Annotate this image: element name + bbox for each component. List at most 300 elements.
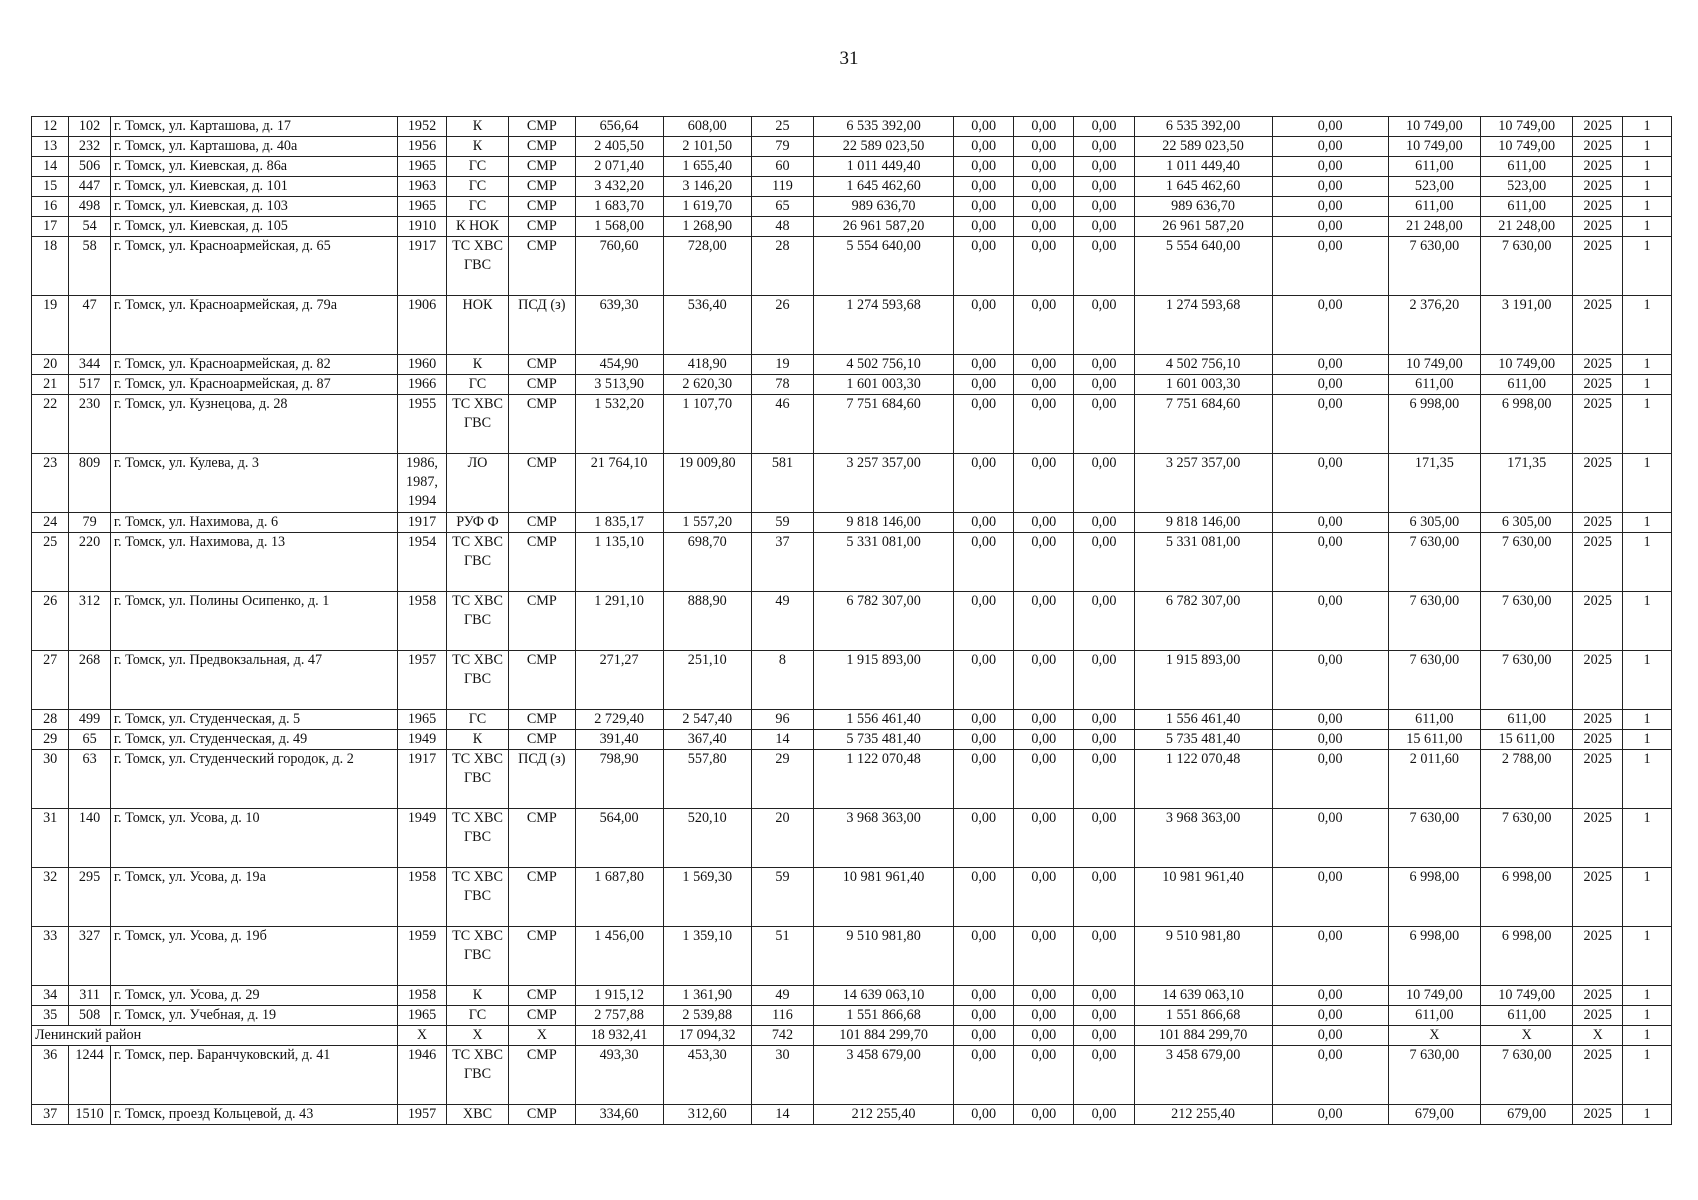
cell-work-type: К — [446, 355, 508, 375]
cell-residents: 60 — [751, 157, 813, 177]
cell-year-built: 1966 — [398, 375, 447, 395]
cell-year-planned: Х — [1573, 1026, 1623, 1046]
cell-total-area: 2 729,40 — [575, 710, 663, 730]
cell-regional-funds: 0,00 — [1014, 868, 1074, 927]
cell-year-planned: 2025 — [1573, 750, 1623, 809]
cell-work-type: К — [446, 730, 508, 750]
cell-year-built: 1949 — [398, 809, 447, 868]
cell-address: г. Томск, ул. Красноармейская, д. 79а — [110, 296, 397, 355]
cell-house-id: 47 — [69, 296, 110, 355]
cell-max-unit-cost: 523,00 — [1481, 177, 1573, 197]
cell-regional-funds: 0,00 — [1014, 1105, 1074, 1125]
cell-year-built: 1958 — [398, 592, 447, 651]
cell-living-area: 312,60 — [663, 1105, 751, 1125]
cell-max-unit-cost: 7 630,00 — [1481, 533, 1573, 592]
cell-local-funds: 0,00 — [1074, 927, 1134, 986]
cell-row-number: 30 — [32, 750, 69, 809]
cell-federal-funds: 0,00 — [954, 177, 1014, 197]
cell-total-cost: 7 751 684,60 — [814, 395, 954, 454]
cell-row-number: 28 — [32, 710, 69, 730]
cell-year-planned: 2025 — [1573, 868, 1623, 927]
cell-year-planned: 2025 — [1573, 355, 1623, 375]
cell-year-planned: 2025 — [1573, 157, 1623, 177]
cell-federal-funds: 0,00 — [954, 117, 1014, 137]
cell-regional-funds: 0,00 — [1014, 197, 1074, 217]
cell-total-area: 760,60 — [575, 237, 663, 296]
cell-row-number: 17 — [32, 217, 69, 237]
cell-work-stage: СМР — [509, 117, 575, 137]
cell-local-funds: 0,00 — [1074, 197, 1134, 217]
cell-other-funds: 0,00 — [1272, 986, 1388, 1006]
cell-owner-funds: 9 818 146,00 — [1134, 513, 1272, 533]
cell-house-id: 1510 — [69, 1105, 110, 1125]
cell-year-built: 1949 — [398, 730, 447, 750]
cell-total-cost: 9 510 981,80 — [814, 927, 954, 986]
cell-house-id: 344 — [69, 355, 110, 375]
cell-regional-funds: 0,00 — [1014, 395, 1074, 454]
cell-year-planned: 2025 — [1573, 454, 1623, 513]
cell-unit-cost: Х — [1388, 1026, 1480, 1046]
cell-house-id: 506 — [69, 157, 110, 177]
cell-federal-funds: 0,00 — [954, 592, 1014, 651]
cell-max-unit-cost: 2 788,00 — [1481, 750, 1573, 809]
cell-federal-funds: 0,00 — [954, 217, 1014, 237]
cell-total-cost: 5 331 081,00 — [814, 533, 954, 592]
cell-work-type: ЛО — [446, 454, 508, 513]
cell-owner-funds: 989 636,70 — [1134, 197, 1272, 217]
cell-federal-funds: 0,00 — [954, 513, 1014, 533]
cell-owner-funds: 5 735 481,40 — [1134, 730, 1272, 750]
cell-address: г. Томск, ул. Красноармейская, д. 87 — [110, 375, 397, 395]
cell-federal-funds: 0,00 — [954, 1026, 1014, 1046]
table-row — [32, 986, 1672, 1006]
cell-residents: 51 — [751, 927, 813, 986]
cell-total-area: 1 568,00 — [575, 217, 663, 237]
cell-regional-funds: 0,00 — [1014, 454, 1074, 513]
cell-owner-funds: 1 556 461,40 — [1134, 710, 1272, 730]
cell-year-planned: 2025 — [1573, 533, 1623, 592]
cell-method: 1 — [1623, 355, 1672, 375]
cell-living-area: 520,10 — [663, 809, 751, 868]
cell-total-area: 1 135,10 — [575, 533, 663, 592]
cell-total-area: 271,27 — [575, 651, 663, 710]
cell-year-built: Х — [398, 1026, 447, 1046]
cell-other-funds: 0,00 — [1272, 1026, 1388, 1046]
cell-max-unit-cost: 679,00 — [1481, 1105, 1573, 1125]
cell-max-unit-cost: 611,00 — [1481, 197, 1573, 217]
cell-other-funds: 0,00 — [1272, 177, 1388, 197]
cell-federal-funds: 0,00 — [954, 730, 1014, 750]
cell-total-cost: 1 551 866,68 — [814, 1006, 954, 1026]
cell-unit-cost: 171,35 — [1388, 454, 1480, 513]
cell-address: г. Томск, ул. Предвокзальная, д. 47 — [110, 651, 397, 710]
cell-year-planned: 2025 — [1573, 1105, 1623, 1125]
cell-address: г. Томск, ул. Киевская, д. 103 — [110, 197, 397, 217]
cell-row-number: 23 — [32, 454, 69, 513]
cell-federal-funds: 0,00 — [954, 710, 1014, 730]
cell-local-funds: 0,00 — [1074, 750, 1134, 809]
cell-total-area: 1 456,00 — [575, 927, 663, 986]
cell-year-built: 1906 — [398, 296, 447, 355]
cell-house-id: 295 — [69, 868, 110, 927]
cell-residents: 30 — [751, 1046, 813, 1105]
cell-local-funds: 0,00 — [1074, 513, 1134, 533]
cell-residents: 59 — [751, 513, 813, 533]
cell-local-funds: 0,00 — [1074, 1026, 1134, 1046]
cell-living-area: 418,90 — [663, 355, 751, 375]
cell-unit-cost: 611,00 — [1388, 1006, 1480, 1026]
cell-address: г. Томск, ул. Киевская, д. 105 — [110, 217, 397, 237]
cell-work-stage: Х — [509, 1026, 575, 1046]
cell-work-stage: СМР — [509, 137, 575, 157]
cell-local-funds: 0,00 — [1074, 868, 1134, 927]
table-row — [32, 117, 1672, 137]
cell-house-id: 499 — [69, 710, 110, 730]
cell-residents: 8 — [751, 651, 813, 710]
cell-total-area: 3 432,20 — [575, 177, 663, 197]
cell-max-unit-cost: 7 630,00 — [1481, 592, 1573, 651]
cell-local-funds: 0,00 — [1074, 217, 1134, 237]
cell-total-area: 454,90 — [575, 355, 663, 375]
cell-row-number: 14 — [32, 157, 69, 177]
cell-local-funds: 0,00 — [1074, 809, 1134, 868]
cell-year-planned: 2025 — [1573, 986, 1623, 1006]
cell-other-funds: 0,00 — [1272, 157, 1388, 177]
cell-other-funds: 0,00 — [1272, 868, 1388, 927]
cell-house-id: 809 — [69, 454, 110, 513]
table-body — [32, 117, 1672, 1125]
cell-method: 1 — [1623, 296, 1672, 355]
cell-year-planned: 2025 — [1573, 177, 1623, 197]
cell-max-unit-cost: 10 749,00 — [1481, 355, 1573, 375]
cell-max-unit-cost: 611,00 — [1481, 710, 1573, 730]
cell-house-id: 220 — [69, 533, 110, 592]
cell-year-planned: 2025 — [1573, 1006, 1623, 1026]
cell-living-area: 1 361,90 — [663, 986, 751, 1006]
cell-work-stage: СМР — [509, 651, 575, 710]
cell-total-cost: 1 645 462,60 — [814, 177, 954, 197]
cell-owner-funds: 10 981 961,40 — [1134, 868, 1272, 927]
cell-total-area: 1 532,20 — [575, 395, 663, 454]
cell-address: г. Томск, ул. Усова, д. 19а — [110, 868, 397, 927]
cell-work-type: ТС ХВС ГВС — [446, 651, 508, 710]
cell-total-cost: 3 257 357,00 — [814, 454, 954, 513]
cell-unit-cost: 6 998,00 — [1388, 927, 1480, 986]
cell-unit-cost: 611,00 — [1388, 197, 1480, 217]
cell-total-area: 18 932,41 — [575, 1026, 663, 1046]
cell-unit-cost: 10 749,00 — [1388, 986, 1480, 1006]
cell-method: 1 — [1623, 651, 1672, 710]
cell-other-funds: 0,00 — [1272, 513, 1388, 533]
district-total-row — [32, 1026, 1672, 1046]
cell-work-type: ГС — [446, 710, 508, 730]
cell-house-id: 79 — [69, 513, 110, 533]
cell-method: 1 — [1623, 177, 1672, 197]
cell-living-area: 3 146,20 — [663, 177, 751, 197]
cell-other-funds: 0,00 — [1272, 592, 1388, 651]
cell-row-number: 29 — [32, 730, 69, 750]
cell-residents: 25 — [751, 117, 813, 137]
cell-owner-funds: 101 884 299,70 — [1134, 1026, 1272, 1046]
cell-method: 1 — [1623, 157, 1672, 177]
table-row — [32, 395, 1672, 454]
cell-local-funds: 0,00 — [1074, 137, 1134, 157]
cell-living-area: 17 094,32 — [663, 1026, 751, 1046]
cell-unit-cost: 7 630,00 — [1388, 651, 1480, 710]
cell-residents: 49 — [751, 986, 813, 1006]
cell-work-type: К — [446, 117, 508, 137]
cell-local-funds: 0,00 — [1074, 710, 1134, 730]
cell-work-stage: СМР — [509, 592, 575, 651]
cell-living-area: 367,40 — [663, 730, 751, 750]
cell-row-number: 19 — [32, 296, 69, 355]
cell-row-number: 13 — [32, 137, 69, 157]
cell-other-funds: 0,00 — [1272, 1006, 1388, 1026]
cell-residents: 37 — [751, 533, 813, 592]
cell-work-type: К НОК — [446, 217, 508, 237]
cell-residents: 28 — [751, 237, 813, 296]
cell-local-funds: 0,00 — [1074, 651, 1134, 710]
cell-house-id: 327 — [69, 927, 110, 986]
cell-unit-cost: 10 749,00 — [1388, 137, 1480, 157]
cell-row-number: 16 — [32, 197, 69, 217]
cell-federal-funds: 0,00 — [954, 197, 1014, 217]
cell-house-id: 447 — [69, 177, 110, 197]
table-row — [32, 730, 1672, 750]
cell-local-funds: 0,00 — [1074, 375, 1134, 395]
cell-method: 1 — [1623, 197, 1672, 217]
cell-max-unit-cost: 10 749,00 — [1481, 117, 1573, 137]
cell-max-unit-cost: 6 998,00 — [1481, 868, 1573, 927]
cell-row-number: 25 — [32, 533, 69, 592]
cell-unit-cost: 7 630,00 — [1388, 592, 1480, 651]
cell-row-number: 35 — [32, 1006, 69, 1026]
cell-other-funds: 0,00 — [1272, 651, 1388, 710]
cell-address: г. Томск, ул. Усова, д. 29 — [110, 986, 397, 1006]
cell-federal-funds: 0,00 — [954, 395, 1014, 454]
cell-method: 1 — [1623, 533, 1672, 592]
cell-house-id: 65 — [69, 730, 110, 750]
cell-house-id: 508 — [69, 1006, 110, 1026]
cell-federal-funds: 0,00 — [954, 137, 1014, 157]
cell-work-stage: СМР — [509, 809, 575, 868]
cell-method: 1 — [1623, 1026, 1672, 1046]
cell-house-id: 232 — [69, 137, 110, 157]
cell-regional-funds: 0,00 — [1014, 117, 1074, 137]
cell-row-number: 31 — [32, 809, 69, 868]
cell-max-unit-cost: 3 191,00 — [1481, 296, 1573, 355]
cell-year-planned: 2025 — [1573, 237, 1623, 296]
cell-year-built: 1965 — [398, 157, 447, 177]
cell-work-type: ТС ХВС ГВС — [446, 395, 508, 454]
table-row — [32, 750, 1672, 809]
cell-living-area: 1 268,90 — [663, 217, 751, 237]
cell-total-area: 639,30 — [575, 296, 663, 355]
cell-federal-funds: 0,00 — [954, 355, 1014, 375]
cell-work-type: ТС ХВС ГВС — [446, 592, 508, 651]
cell-year-planned: 2025 — [1573, 117, 1623, 137]
cell-residents: 49 — [751, 592, 813, 651]
cell-regional-funds: 0,00 — [1014, 1006, 1074, 1026]
cell-house-id: 140 — [69, 809, 110, 868]
cell-total-cost: 212 255,40 — [814, 1105, 954, 1125]
cell-total-area: 798,90 — [575, 750, 663, 809]
cell-owner-funds: 1 274 593,68 — [1134, 296, 1272, 355]
cell-row-number: 18 — [32, 237, 69, 296]
cell-address: г. Томск, ул. Нахимова, д. 6 — [110, 513, 397, 533]
table-row — [32, 651, 1672, 710]
cell-unit-cost: 2 376,20 — [1388, 296, 1480, 355]
cell-max-unit-cost: 7 630,00 — [1481, 651, 1573, 710]
cell-residents: 26 — [751, 296, 813, 355]
cell-total-area: 334,60 — [575, 1105, 663, 1125]
cell-year-built: 1955 — [398, 395, 447, 454]
cell-work-type: ГС — [446, 375, 508, 395]
cell-address: г. Томск, проезд Кольцевой, д. 43 — [110, 1105, 397, 1125]
cell-owner-funds: 1 601 003,30 — [1134, 375, 1272, 395]
cell-other-funds: 0,00 — [1272, 375, 1388, 395]
cell-max-unit-cost: 7 630,00 — [1481, 1046, 1573, 1105]
cell-address: г. Томск, ул. Усова, д. 19б — [110, 927, 397, 986]
cell-total-cost: 3 458 679,00 — [814, 1046, 954, 1105]
cell-year-planned: 2025 — [1573, 197, 1623, 217]
cell-living-area: 251,10 — [663, 651, 751, 710]
cell-federal-funds: 0,00 — [954, 375, 1014, 395]
repair-program-table — [31, 116, 1672, 1125]
cell-owner-funds: 26 961 587,20 — [1134, 217, 1272, 237]
cell-row-number: 15 — [32, 177, 69, 197]
cell-max-unit-cost: 10 749,00 — [1481, 137, 1573, 157]
cell-total-area: 2 405,50 — [575, 137, 663, 157]
cell-regional-funds: 0,00 — [1014, 513, 1074, 533]
cell-unit-cost: 2 011,60 — [1388, 750, 1480, 809]
cell-owner-funds: 3 458 679,00 — [1134, 1046, 1272, 1105]
cell-owner-funds: 6 535 392,00 — [1134, 117, 1272, 137]
cell-method: 1 — [1623, 375, 1672, 395]
cell-residents: 14 — [751, 1105, 813, 1125]
cell-residents: 14 — [751, 730, 813, 750]
cell-regional-funds: 0,00 — [1014, 750, 1074, 809]
cell-work-type: ГС — [446, 1006, 508, 1026]
table-row — [32, 296, 1672, 355]
cell-max-unit-cost: 6 998,00 — [1481, 927, 1573, 986]
cell-max-unit-cost: 6 305,00 — [1481, 513, 1573, 533]
cell-owner-funds: 6 782 307,00 — [1134, 592, 1272, 651]
cell-federal-funds: 0,00 — [954, 809, 1014, 868]
cell-year-planned: 2025 — [1573, 513, 1623, 533]
cell-local-funds: 0,00 — [1074, 1046, 1134, 1105]
cell-unit-cost: 523,00 — [1388, 177, 1480, 197]
cell-total-area: 493,30 — [575, 1046, 663, 1105]
table-row — [32, 1046, 1672, 1105]
cell-other-funds: 0,00 — [1272, 927, 1388, 986]
cell-local-funds: 0,00 — [1074, 395, 1134, 454]
cell-house-id: 498 — [69, 197, 110, 217]
cell-work-stage: СМР — [509, 177, 575, 197]
cell-address: г. Томск, ул. Учебная, д. 19 — [110, 1006, 397, 1026]
cell-total-area: 21 764,10 — [575, 454, 663, 513]
cell-owner-funds: 5 331 081,00 — [1134, 533, 1272, 592]
cell-total-cost: 5 554 640,00 — [814, 237, 954, 296]
cell-other-funds: 0,00 — [1272, 395, 1388, 454]
cell-unit-cost: 7 630,00 — [1388, 1046, 1480, 1105]
cell-method: 1 — [1623, 1006, 1672, 1026]
cell-year-built: 1965 — [398, 197, 447, 217]
cell-total-cost: 1 556 461,40 — [814, 710, 954, 730]
cell-address: г. Томск, ул. Кузнецова, д. 28 — [110, 395, 397, 454]
cell-regional-funds: 0,00 — [1014, 710, 1074, 730]
cell-federal-funds: 0,00 — [954, 296, 1014, 355]
cell-address: г. Томск, ул. Студенческая, д. 49 — [110, 730, 397, 750]
cell-year-planned: 2025 — [1573, 592, 1623, 651]
cell-total-cost: 1 915 893,00 — [814, 651, 954, 710]
cell-work-stage: СМР — [509, 868, 575, 927]
cell-living-area: 1 619,70 — [663, 197, 751, 217]
cell-owner-funds: 9 510 981,80 — [1134, 927, 1272, 986]
cell-method: 1 — [1623, 117, 1672, 137]
cell-owner-funds: 7 751 684,60 — [1134, 395, 1272, 454]
cell-house-id: 63 — [69, 750, 110, 809]
cell-local-funds: 0,00 — [1074, 177, 1134, 197]
cell-work-stage: СМР — [509, 395, 575, 454]
cell-method: 1 — [1623, 454, 1672, 513]
cell-work-type: К — [446, 986, 508, 1006]
cell-residents: 581 — [751, 454, 813, 513]
cell-row-number: 20 — [32, 355, 69, 375]
cell-year-built: 1917 — [398, 237, 447, 296]
cell-total-area: 656,64 — [575, 117, 663, 137]
cell-address: г. Томск, ул. Красноармейская, д. 65 — [110, 237, 397, 296]
cell-work-stage: СМР — [509, 710, 575, 730]
cell-year-planned: 2025 — [1573, 137, 1623, 157]
cell-max-unit-cost: 15 611,00 — [1481, 730, 1573, 750]
cell-unit-cost: 21 248,00 — [1388, 217, 1480, 237]
cell-row-number: 27 — [32, 651, 69, 710]
table-row — [32, 533, 1672, 592]
cell-house-id: 54 — [69, 217, 110, 237]
cell-federal-funds: 0,00 — [954, 868, 1014, 927]
cell-house-id: 1244 — [69, 1046, 110, 1105]
cell-other-funds: 0,00 — [1272, 710, 1388, 730]
cell-total-cost: 1 274 593,68 — [814, 296, 954, 355]
table-row — [32, 809, 1672, 868]
cell-method: 1 — [1623, 513, 1672, 533]
cell-house-id: 230 — [69, 395, 110, 454]
cell-total-cost: 989 636,70 — [814, 197, 954, 217]
cell-regional-funds: 0,00 — [1014, 730, 1074, 750]
cell-work-type: ТС ХВС ГВС — [446, 1046, 508, 1105]
cell-house-id: 268 — [69, 651, 110, 710]
cell-local-funds: 0,00 — [1074, 296, 1134, 355]
cell-work-type: К — [446, 137, 508, 157]
cell-living-area: 536,40 — [663, 296, 751, 355]
cell-other-funds: 0,00 — [1272, 197, 1388, 217]
cell-total-cost: 3 968 363,00 — [814, 809, 954, 868]
cell-work-stage: СМР — [509, 217, 575, 237]
cell-row-number: 34 — [32, 986, 69, 1006]
cell-total-cost: 101 884 299,70 — [814, 1026, 954, 1046]
cell-address: г. Томск, ул. Карташова, д. 40а — [110, 137, 397, 157]
cell-method: 1 — [1623, 927, 1672, 986]
cell-local-funds: 0,00 — [1074, 1006, 1134, 1026]
table-row — [32, 137, 1672, 157]
cell-method: 1 — [1623, 137, 1672, 157]
cell-max-unit-cost: 611,00 — [1481, 1006, 1573, 1026]
cell-year-planned: 2025 — [1573, 730, 1623, 750]
cell-total-area: 564,00 — [575, 809, 663, 868]
cell-method: 1 — [1623, 237, 1672, 296]
table-row — [32, 868, 1672, 927]
